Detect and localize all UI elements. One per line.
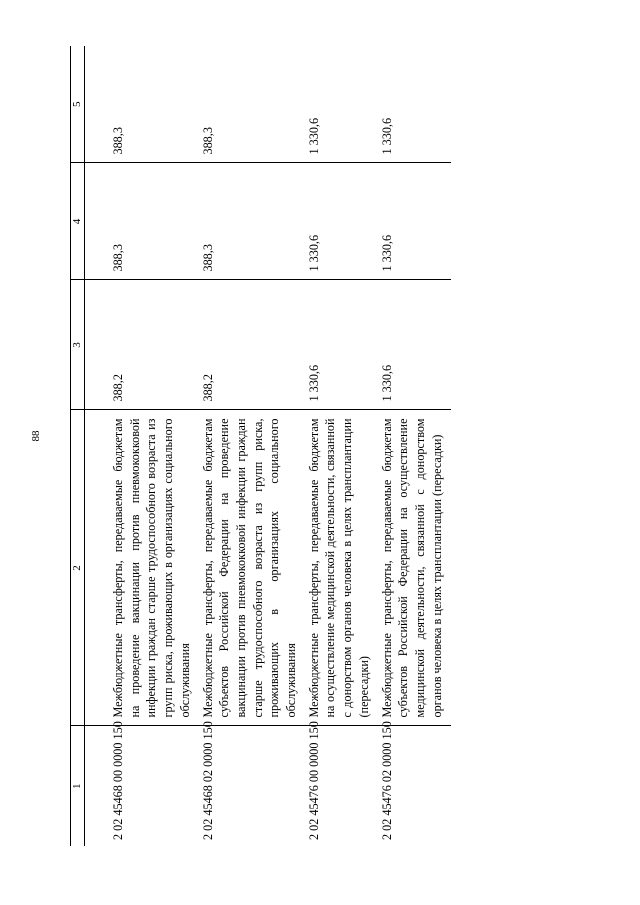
column-header-5: 5: [71, 46, 85, 163]
amount-col4: 388,3: [85, 163, 200, 280]
budget-code: 2 02 45468 00 0000 150: [111, 721, 125, 840]
transfer-description: Межбюджетные трансферты, передаваемые бюджетам на проведение вакцинации против пневмококковой инфекции граждан старше трудоспособного возраста из групп риска, проживающих в организациях социального обслуживания: [85, 410, 200, 726]
column-header-4: 4: [71, 163, 85, 280]
amount-col3: 1 330,6: [379, 280, 452, 410]
amount-col3: 388,2: [200, 280, 306, 410]
table-row: [200, 46, 306, 846]
table-row: [379, 46, 452, 846]
amount-col4: 388,3: [200, 163, 306, 280]
column-header-1: 1: [71, 726, 85, 846]
amount-col3: 388,2: [85, 280, 200, 410]
transfer-description: Межбюджетные трансферты, передаваемые бюджетам на осуществление медицинской деятельности, связанной с донорством органов человека в целях трансплантации (пересадки): [306, 410, 379, 726]
budget-code: 2 02 45468 02 0000 150: [200, 721, 215, 840]
amount-col3: 1 330,6: [306, 280, 379, 410]
transfer-description: Межбюджетные трансферты, передаваемые бюджетам субъектов Российской Федерации на проведение вакцинации против пневмококковой инфекции граждан старше трудоспособного возраста из групп риска, проживающих в организациях социального обслуживания: [200, 410, 306, 726]
column-header-2: 2: [71, 410, 85, 726]
table-row: [85, 46, 200, 846]
column-header-3: 3: [71, 280, 85, 410]
amount-col4: 1 330,6: [379, 163, 452, 280]
amount-col5: 1 330,6: [306, 46, 379, 163]
header-row: [71, 46, 85, 846]
amount-col5: 388,3: [85, 46, 200, 163]
table-row: [306, 46, 379, 846]
amount-col5: 388,3: [200, 46, 306, 163]
budget-code: 2 02 45476 00 0000 150: [306, 721, 321, 840]
transfer-description: Межбюджетные трансферты, передаваемые бюджетам субъектов Российской Федерации на осуществление медицинской деятельности, связанной с донорством органов человека в целях трансплантации (пересадки): [379, 410, 452, 726]
amount-col4: 1 330,6: [306, 163, 379, 280]
budget-code: 2 02 45476 02 0000 150: [379, 721, 394, 840]
budget-table: [70, 46, 451, 846]
amount-col5: 1 330,6: [379, 46, 452, 163]
page-number: 88: [30, 430, 42, 442]
rotated-table-container: [70, 46, 570, 846]
